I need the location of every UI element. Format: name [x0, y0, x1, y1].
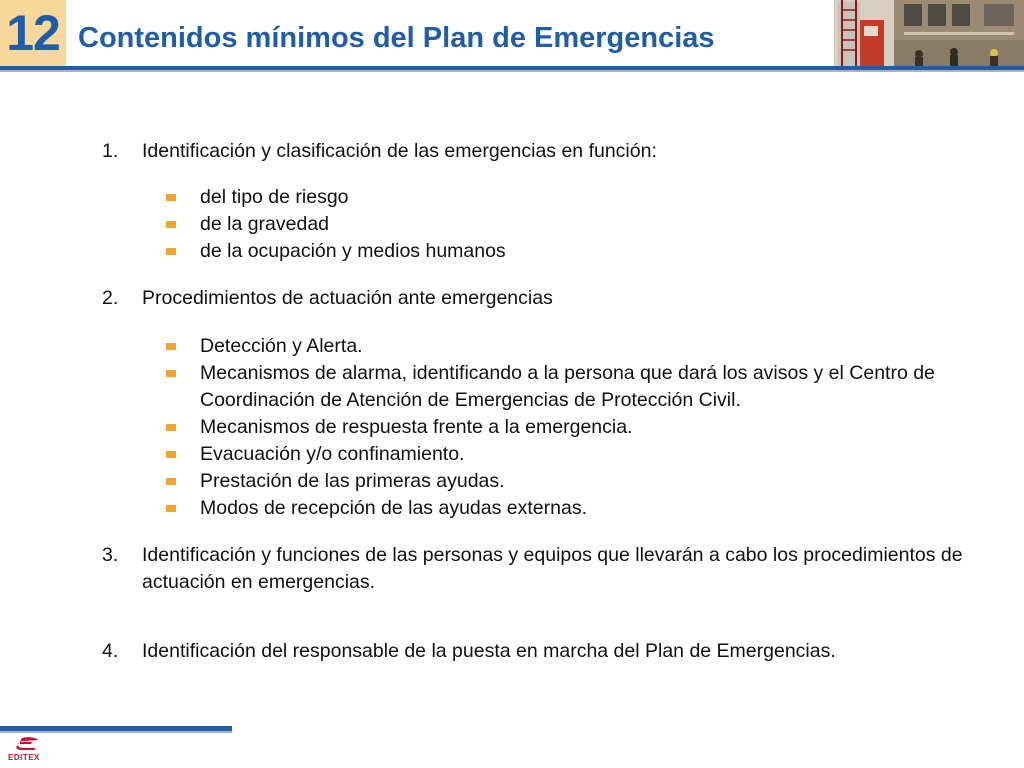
sub-item [102, 333, 982, 360]
list-item-2 [102, 285, 982, 312]
content-list [102, 138, 982, 665]
item-number: 2. [102, 287, 119, 309]
bullet-icon [166, 505, 176, 512]
list-item-4 [102, 638, 982, 665]
bullet-icon [166, 370, 176, 377]
sub-item-text: Evacuación y/o confinamiento. [200, 443, 465, 465]
item-text: Procedimientos de actuación ante emergencias [142, 287, 553, 309]
sub-item [102, 468, 982, 495]
sub-item-text: Mecanismos de respuesta frente a la emergencia. [200, 416, 633, 438]
bullet-icon [166, 478, 176, 485]
sub-list-1 [102, 184, 982, 265]
sub-item-text: Mecanismos de alarma, identificando a la persona que dará los avisos y el Centro de Coordinación de Atención de Emergencias de Protección Civil. [200, 362, 935, 411]
bullet-icon [166, 248, 176, 255]
bullet-icon [166, 343, 176, 350]
bullet-icon [166, 194, 176, 201]
sub-item [102, 414, 982, 441]
sub-item [102, 495, 982, 522]
sub-item-text: del tipo de riesgo [200, 186, 349, 208]
sub-list-2 [102, 333, 982, 522]
sub-item [102, 360, 982, 414]
sub-item-text: Modos de recepción de las ayudas externas. [200, 497, 587, 519]
header-rule-shadow [0, 70, 1024, 72]
slide-title: Contenidos mínimos del Plan de Emergencias [78, 22, 715, 54]
sub-item-text: de la ocupación y medios humanos [200, 240, 506, 262]
editex-logo-text: EDITEX [8, 753, 40, 762]
header-photo [834, 0, 1024, 66]
footer-rule-shadow [0, 731, 232, 733]
unit-badge [0, 0, 66, 66]
list-item-1 [102, 138, 982, 165]
item-text: Identificación del responsable de la puesta en marcha del Plan de Emergencias. [142, 640, 836, 662]
bullet-icon [166, 451, 176, 458]
item-text: Identificación y clasificación de las emergencias en función: [142, 140, 657, 162]
list-item-3 [102, 542, 982, 596]
sub-item [102, 184, 982, 211]
item-text: Identificación y funciones de las personas y equipos que llevarán a cabo los procedimientos de actuación en emergencias. [142, 544, 963, 593]
sub-item [102, 441, 982, 468]
item-number: 3. [102, 544, 119, 566]
sub-item [102, 238, 982, 265]
item-number: 1. [102, 140, 119, 162]
sub-item-text: de la gravedad [200, 213, 330, 235]
unit-number: 12 [6, 5, 60, 61]
sub-item-text: Prestación de las primeras ayudas. [200, 470, 505, 492]
bullet-icon [166, 424, 176, 431]
sub-item [102, 211, 982, 238]
item-number: 4. [102, 640, 119, 662]
bullet-icon [166, 221, 176, 228]
sub-item-text: Detección y Alerta. [200, 335, 363, 357]
